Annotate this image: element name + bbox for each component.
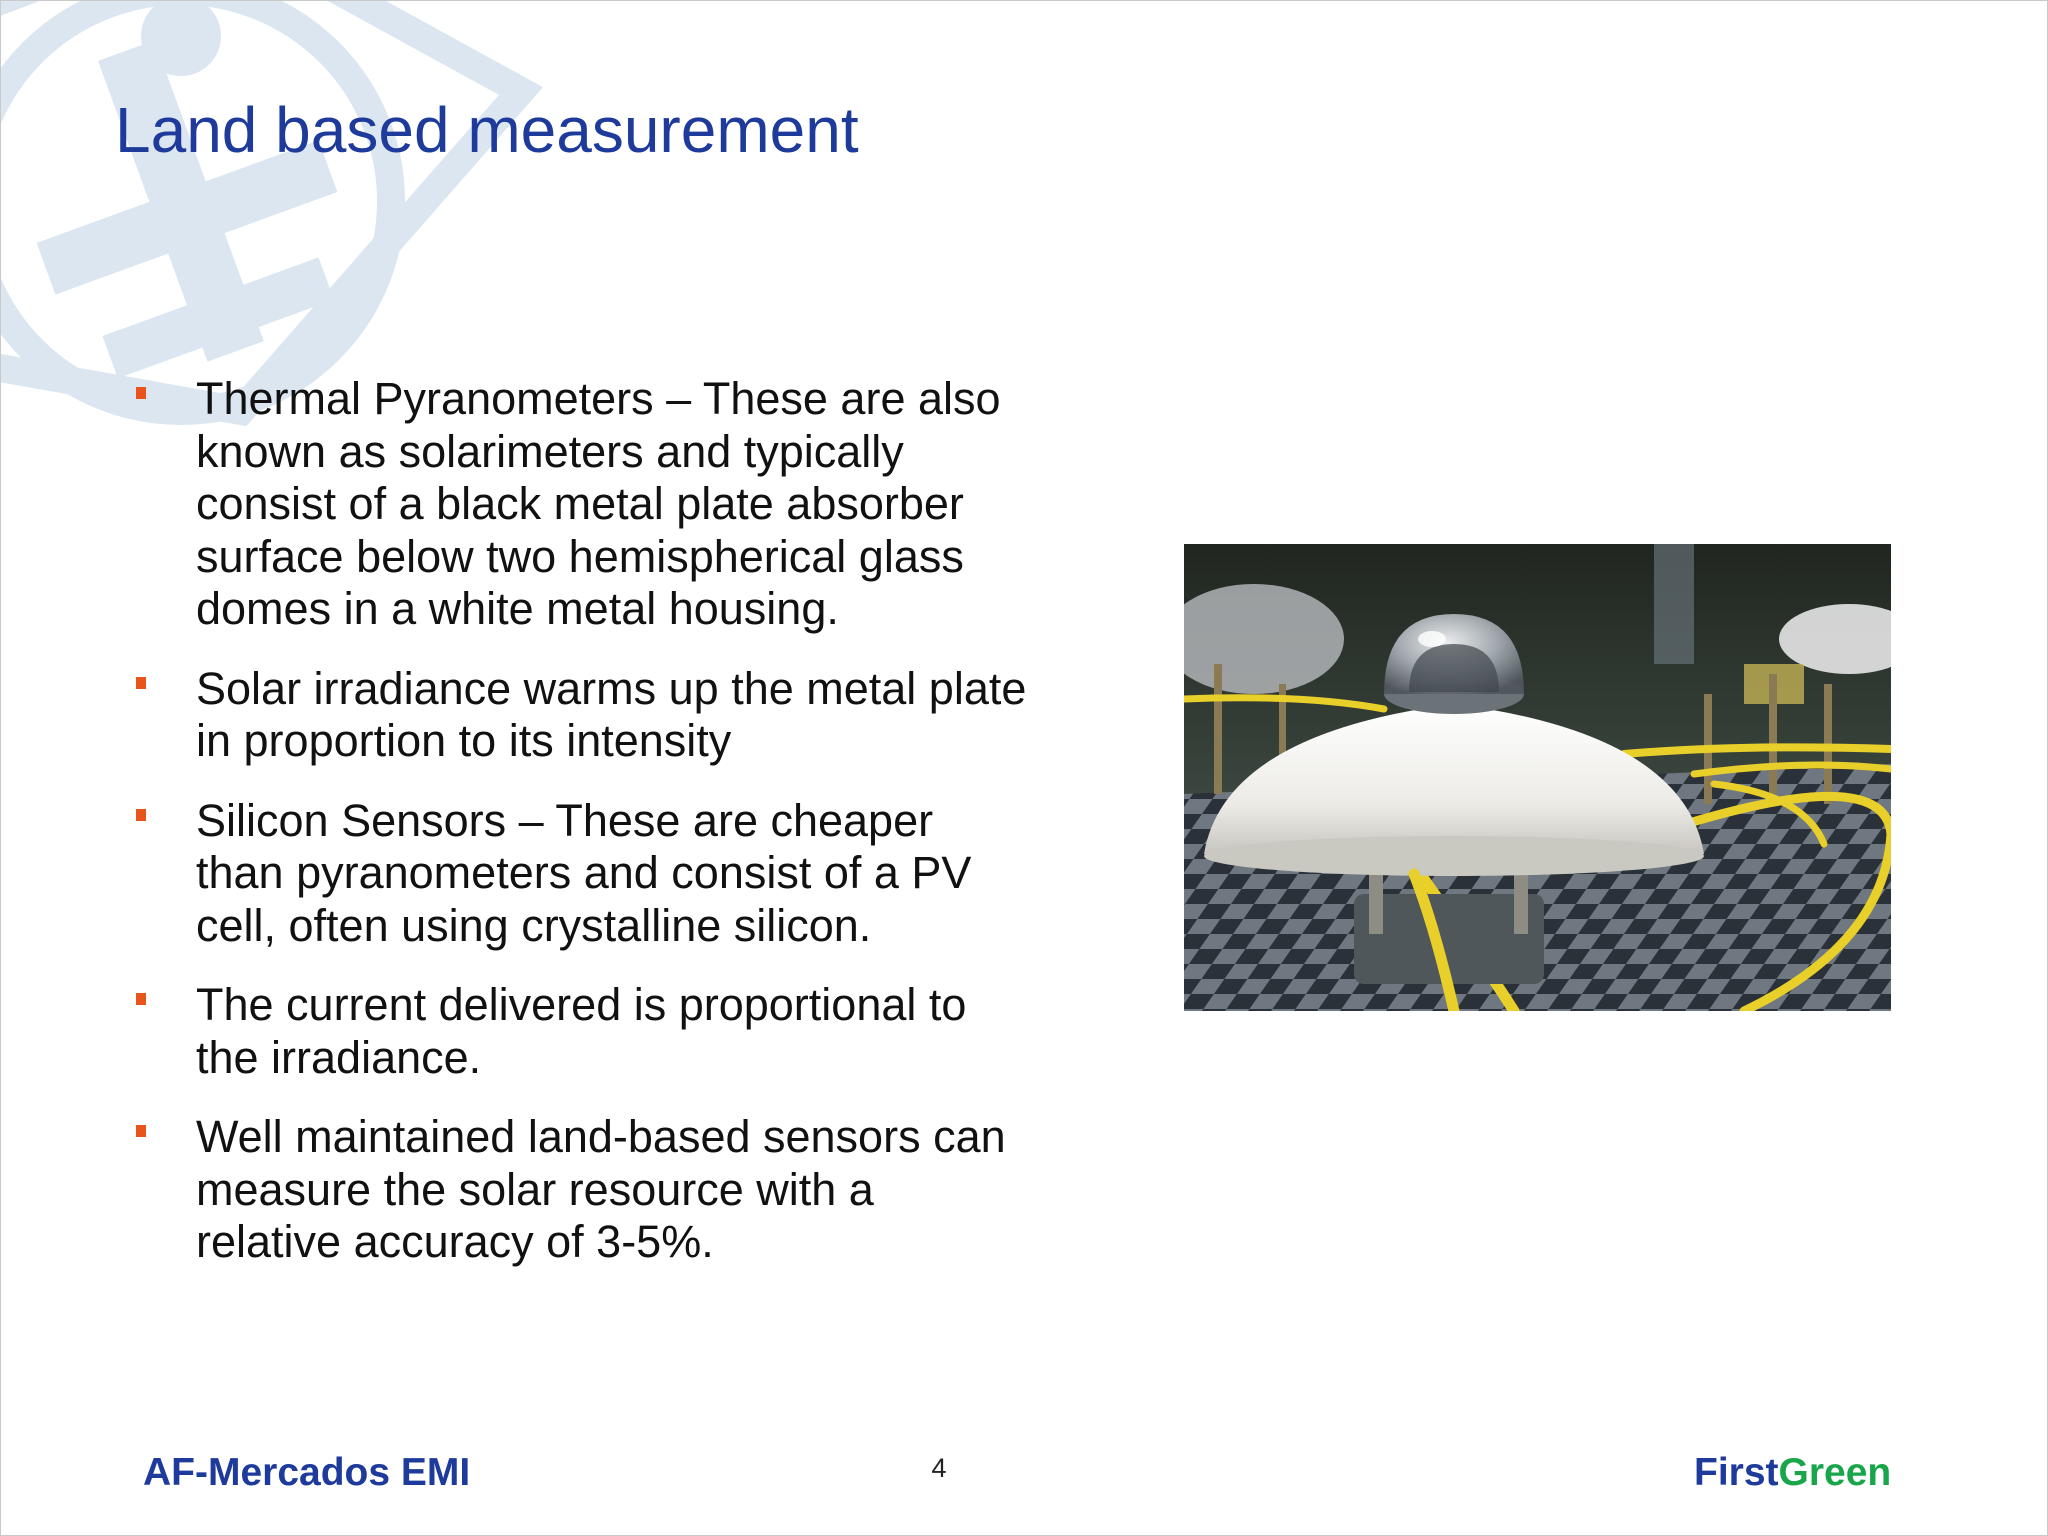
square-bullet-icon: [136, 387, 146, 399]
square-bullet-icon: [136, 993, 146, 1005]
slide-title: Land based measurement: [115, 94, 859, 166]
page-number: 4: [931, 1453, 947, 1483]
square-bullet-icon: [136, 809, 146, 821]
bullet-item: [131, 663, 1031, 768]
square-bullet-icon: [136, 677, 146, 689]
bullet-text: The current delivered is proportional to the irradiance.: [196, 979, 967, 1083]
bullet-item: [131, 373, 1031, 636]
bullet-text: Solar irradiance warms up the metal plate in proportion to its intensity: [196, 662, 1027, 766]
brand-first-text: First: [1694, 1451, 1779, 1494]
bullet-text: Silicon Sensors – These are cheaper than pyranometers and consist of a PV cell, often using crystalline silicon.: [196, 794, 972, 951]
bullet-text: Thermal Pyranometers – These are also known as solarimeters and typically consist of a black metal plate absorber surface below two hemispherical glass domes in a white metal housing.: [196, 373, 1001, 634]
bullet-item: [131, 795, 1031, 953]
bullet-item: [131, 1111, 1031, 1269]
square-bullet-icon: [136, 1125, 146, 1137]
bullet-text: Well maintained land-based sensors can measure the solar resource with a relative accuracy of 3-5%.: [196, 1111, 1006, 1267]
footer-right-brand: [1694, 1451, 1891, 1495]
footer-left-brand: AF-Mercados EMI: [143, 1451, 471, 1494]
bullet-item: [131, 979, 1031, 1084]
pyranometer-photo: [1184, 544, 1891, 1011]
bullet-list: [131, 373, 1031, 1296]
brand-green-text: Green: [1778, 1451, 1892, 1494]
